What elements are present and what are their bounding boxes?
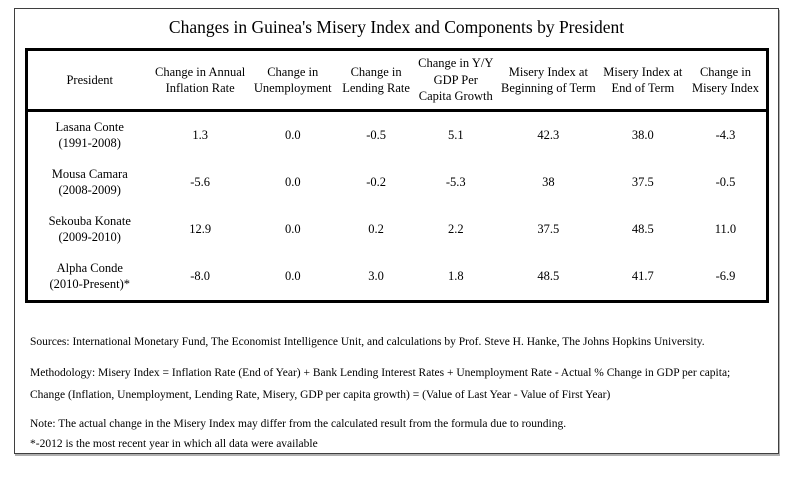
president-name: Sekouba Konate: [48, 214, 131, 228]
table-row-lasana-conte: [26, 110, 767, 159]
president-name: Mousa Camara: [51, 167, 128, 181]
table-row-alpha-conde: [26, 253, 767, 302]
president-term: (1991-2008): [58, 136, 121, 151]
president-cell: [26, 253, 152, 302]
president-cell: [26, 206, 152, 253]
col-header-lending-rate: Change in Lending Rate: [342, 64, 410, 95]
table-row-sekouba-konate: [26, 206, 767, 253]
cell-misery-end: 37.5: [631, 175, 654, 190]
cell-gdp-growth: 2.2: [447, 222, 464, 237]
document-frame: [14, 8, 779, 454]
sources-note: Sources: International Monetary Fund, The Economist Intelligence Unit, and calculations by Prof. Steve H. Hanke, The Johns Hopkins University.: [30, 335, 705, 348]
asterisk-footnote: *-2012 is the most recent year in which all data were available: [30, 437, 318, 450]
president-term: (2010-Present)*: [49, 277, 130, 292]
president-term: (2009-2010): [58, 230, 121, 245]
cell-misery-begin: 38: [542, 175, 555, 190]
misery-index-table: [25, 48, 769, 303]
cell-lending-rate: -0.2: [366, 175, 386, 190]
president-name: Alpha Conde: [56, 261, 123, 275]
cell-inflation: -5.6: [190, 175, 211, 190]
cell-misery-end: 38.0: [631, 128, 654, 143]
page-title: Changes in Guinea's Misery Index and Components by President: [168, 17, 625, 37]
cell-unemployment: 0.0: [284, 269, 301, 284]
cell-unemployment: 0.0: [284, 222, 301, 237]
cell-inflation: -8.0: [190, 269, 211, 284]
cell-lending-rate: -0.5: [366, 128, 386, 143]
president-name: Lasana Conte: [55, 120, 124, 134]
col-header-misery-end: Misery Index at End of Term: [603, 64, 683, 95]
cell-misery-end: 48.5: [631, 222, 654, 237]
cell-gdp-growth: 1.8: [447, 269, 464, 284]
cell-misery-end: 41.7: [631, 269, 654, 284]
cell-gdp-growth: -5.3: [445, 175, 466, 190]
cell-misery-begin: 42.3: [537, 128, 560, 143]
cell-lending-rate: 3.0: [368, 269, 384, 284]
cell-misery-change: -6.9: [715, 269, 736, 284]
president-term: (2008-2009): [58, 183, 121, 198]
cell-inflation: 12.9: [189, 222, 212, 237]
cell-unemployment: 0.0: [284, 128, 301, 143]
cell-gdp-growth: 5.1: [447, 128, 464, 143]
col-header-misery-begin: Misery Index at Beginning of Term: [501, 64, 596, 95]
col-header-president: President: [66, 72, 113, 87]
cell-lending-rate: 0.2: [368, 222, 384, 237]
methodology-line-1: Methodology: Misery Index = Inflation Rate (End of Year) + Bank Lending Interest Rates + Unemployment Rate - Actual % Change in GDP per capita;: [30, 366, 731, 379]
col-header-misery-change: Change in Misery Index: [691, 64, 759, 95]
cell-misery-change: -0.5: [715, 175, 736, 190]
cell-misery-begin: 48.5: [537, 269, 560, 284]
table-header-row: [26, 49, 767, 110]
cell-misery-begin: 37.5: [537, 222, 560, 237]
table-row-mousa-camara: [26, 159, 767, 206]
footnotes: [30, 335, 778, 452]
col-header-gdp-growth: Change in Y/Y GDP Per Capita Growth: [418, 56, 494, 103]
rounding-note: Note: The actual change in the Misery Index may differ from the calculated result from the formula due to rounding.: [30, 417, 567, 430]
cell-inflation: 1.3: [192, 128, 208, 143]
cell-misery-change: 11.0: [714, 222, 737, 237]
col-header-inflation: Change in Annual Inflation Rate: [155, 64, 246, 95]
cell-misery-change: -4.3: [715, 128, 736, 143]
president-cell: [26, 159, 152, 206]
methodology-line-2: Change (Inflation, Unemployment, Lending Rate, Misery, GDP per capita growth) = (Value of Last Year - Value of First Year): [30, 388, 611, 401]
president-cell: [26, 110, 152, 159]
col-header-unemployment: Change in Unemployment: [253, 64, 332, 95]
cell-unemployment: 0.0: [284, 175, 301, 190]
